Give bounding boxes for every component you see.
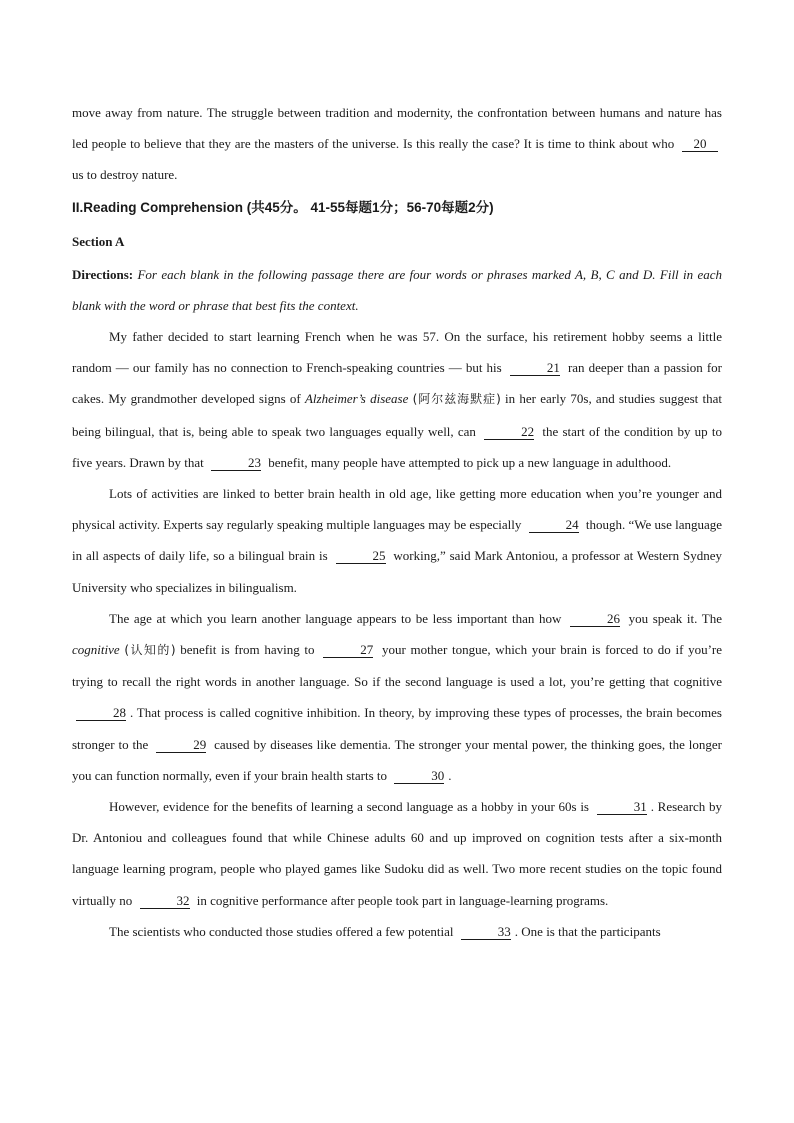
text: My father decided to start learning French when he was 57. On the surface, his retirement hobby seems a little random — our family has no connection to French-speaking countries — but his — [72, 329, 722, 376]
blank-32: 32 — [140, 894, 190, 909]
blank-24: 24 — [529, 518, 579, 533]
text: the start of the condition by up to five years. Drawn by that — [72, 423, 723, 470]
text: . — [448, 767, 452, 783]
blank-20: 20 — [682, 137, 718, 152]
text: working,” said Mark Antoniou, a professor at Western Sydney University who specializes in bilingualism. — [72, 548, 723, 595]
paragraph-2 — [72, 478, 722, 603]
text: However, evidence for the benefits of learning a second language as a hobby in your 60s is — [109, 799, 589, 815]
blank-23: 23 — [211, 456, 261, 471]
chinese-gloss: (认知的) — [124, 643, 176, 658]
paragraph-1 — [72, 321, 722, 478]
text: . That process is called cognitive inhibition. In theory, by improving these types of processes, the brain becomes stronger to the — [72, 705, 722, 752]
blank-27: 27 — [323, 643, 373, 658]
blank-33: 33 — [461, 925, 511, 940]
directions-body: For each blank in the following passage there are four words or phrases marked A, B, C and D. Fill in each blank with the word or phrase that best fits the context. — [72, 266, 722, 313]
paragraph-3 — [72, 603, 722, 791]
text: benefit, many people have attempted to pick up a new language in adulthood. — [268, 454, 672, 470]
paragraph-5 — [72, 916, 722, 947]
text: ran deeper than a passion for cakes. My grandmother developed signs of — [72, 360, 723, 407]
text: caused by diseases like dementia. The stronger your mental power, the thinking goes, the longer you can function normally, even if your brain health starts to — [72, 736, 723, 783]
text: move away from nature. The struggle between tradition and modernity, the confrontation between humans and nature has led people to believe that they are the masters of the universe. Is this really the case? It is time to think about who — [72, 105, 722, 152]
intro-paragraph — [72, 97, 722, 191]
blank-28: 28 — [76, 706, 126, 721]
text: . One is that the participants — [514, 923, 661, 939]
document-page — [72, 97, 722, 947]
text: though. “We use language in all aspects of daily life, so a bilingual brain is — [72, 517, 723, 564]
chinese-gloss: (阿尔兹海默症) — [412, 392, 501, 407]
text: us to destroy nature. — [72, 167, 178, 183]
blank-31: 31 — [597, 800, 647, 815]
blank-29: 29 — [156, 738, 206, 753]
blank-25: 25 — [336, 549, 386, 564]
blank-30: 30 — [394, 769, 444, 784]
disease-term: Alzheimer’s disease — [304, 391, 409, 407]
directions — [72, 259, 722, 321]
text: The scientists who conducted those studies offered a few potential — [109, 923, 454, 939]
paragraph-4 — [72, 791, 722, 916]
blank-26: 26 — [570, 612, 620, 627]
directions-label: Directions: — [72, 266, 134, 282]
blank-21: 21 — [510, 361, 560, 376]
text: benefit is from having to — [180, 642, 315, 658]
text: . Research by Dr. Antoniou and colleagues found that while Chinese adults 60 and up improved on cognition tests after a six-month language learning program, people who played games like Sudoku did as well. Two more recent studies on the topic found virtually no — [72, 799, 722, 908]
text: in her early 70s, and studies suggest that being bilingual, that is, being able to speak two languages equally well, can — [72, 391, 722, 439]
blank-22: 22 — [484, 425, 534, 440]
section-title: II.Reading Comprehension (共45分。 41-55每题1分；56-70每题2分) — [72, 199, 494, 215]
text: The age at which you learn another language appears to be less important than how — [109, 610, 562, 626]
text: in cognitive performance after people took part in language-learning programs. — [196, 892, 609, 908]
text: you speak it. The — [628, 610, 722, 626]
cognitive-term: cognitive — [72, 642, 120, 658]
text: Lots of activities are linked to better brain health in old age, like getting more education when you’re younger and physical activity. Experts say regularly speaking multiple languages may be especially — [72, 486, 722, 533]
section-a-heading: Section A — [72, 233, 125, 249]
text: your mother tongue, which your brain is forced to do if you’re trying to recall the right words in another language. So if the second language is used a lot, you’re getting that cognitive — [72, 642, 723, 690]
